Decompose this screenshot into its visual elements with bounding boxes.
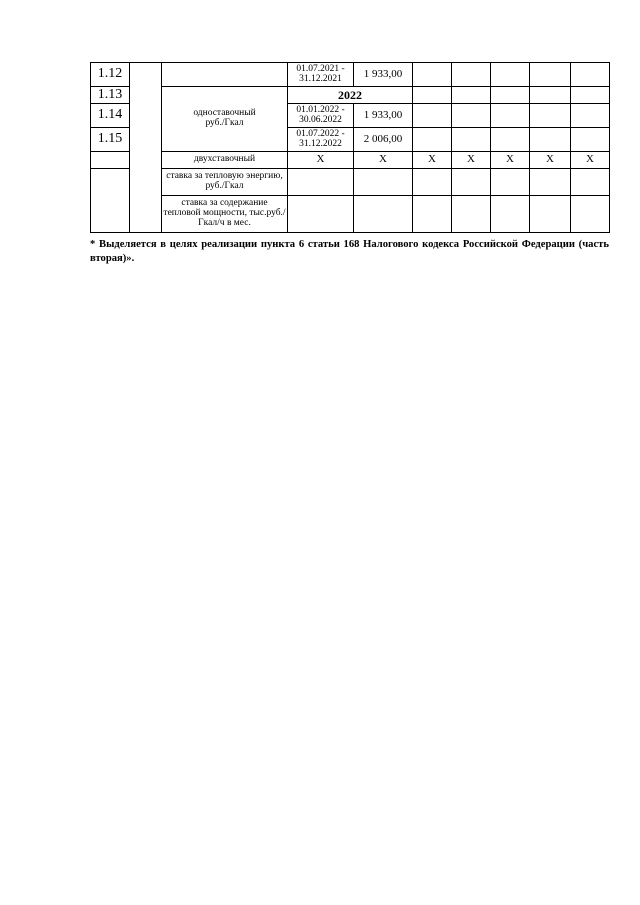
capacity-rate-label: ставка за содержание тепловой мощности, тыс.руб./Гкал/ч в мес. (162, 196, 288, 233)
table-row (91, 152, 610, 169)
row-number: 1.13 (91, 87, 130, 104)
table-row (91, 169, 610, 196)
row-number: 1.15 (91, 128, 130, 152)
empty-cell (162, 63, 288, 87)
energy-rate-label: ставка за тепловую энергию, руб./Гкал (162, 169, 288, 196)
x-mark: X (354, 152, 413, 169)
table-row (91, 196, 610, 233)
merged-cell (130, 63, 162, 233)
year-header: 2022 (288, 87, 413, 104)
empty-cell (91, 152, 130, 169)
two-rate-label: двухставочный (162, 152, 288, 169)
tariff-table (90, 62, 610, 233)
value-cell: 1 933,00 (354, 104, 413, 128)
period-cell: 01.01.2022 - 30.06.2022 (288, 104, 354, 128)
row-number: 1.12 (91, 63, 130, 87)
empty-cell (91, 169, 130, 233)
value-cell: 1 933,00 (354, 63, 413, 87)
x-mark: X (571, 152, 610, 169)
period-cell: 01.07.2021 - 31.12.2021 (288, 63, 354, 87)
footnote: * Выделяется в целях реализации пункта 6 статьи 168 Налогового кодекса Российской Федерации (часть вторая)». (90, 239, 609, 264)
x-mark: X (530, 152, 571, 169)
x-mark: X (491, 152, 530, 169)
x-mark: X (413, 152, 452, 169)
x-mark: X (288, 152, 354, 169)
x-mark: X (452, 152, 491, 169)
tariff-type-label: одноставочный руб./Гкал (162, 87, 288, 152)
value-cell: 2 006,00 (354, 128, 413, 152)
table-row (91, 87, 610, 104)
period-cell: 01.07.2022 - 31.12.2022 (288, 128, 354, 152)
row-number: 1.14 (91, 104, 130, 128)
table-row (91, 63, 610, 87)
